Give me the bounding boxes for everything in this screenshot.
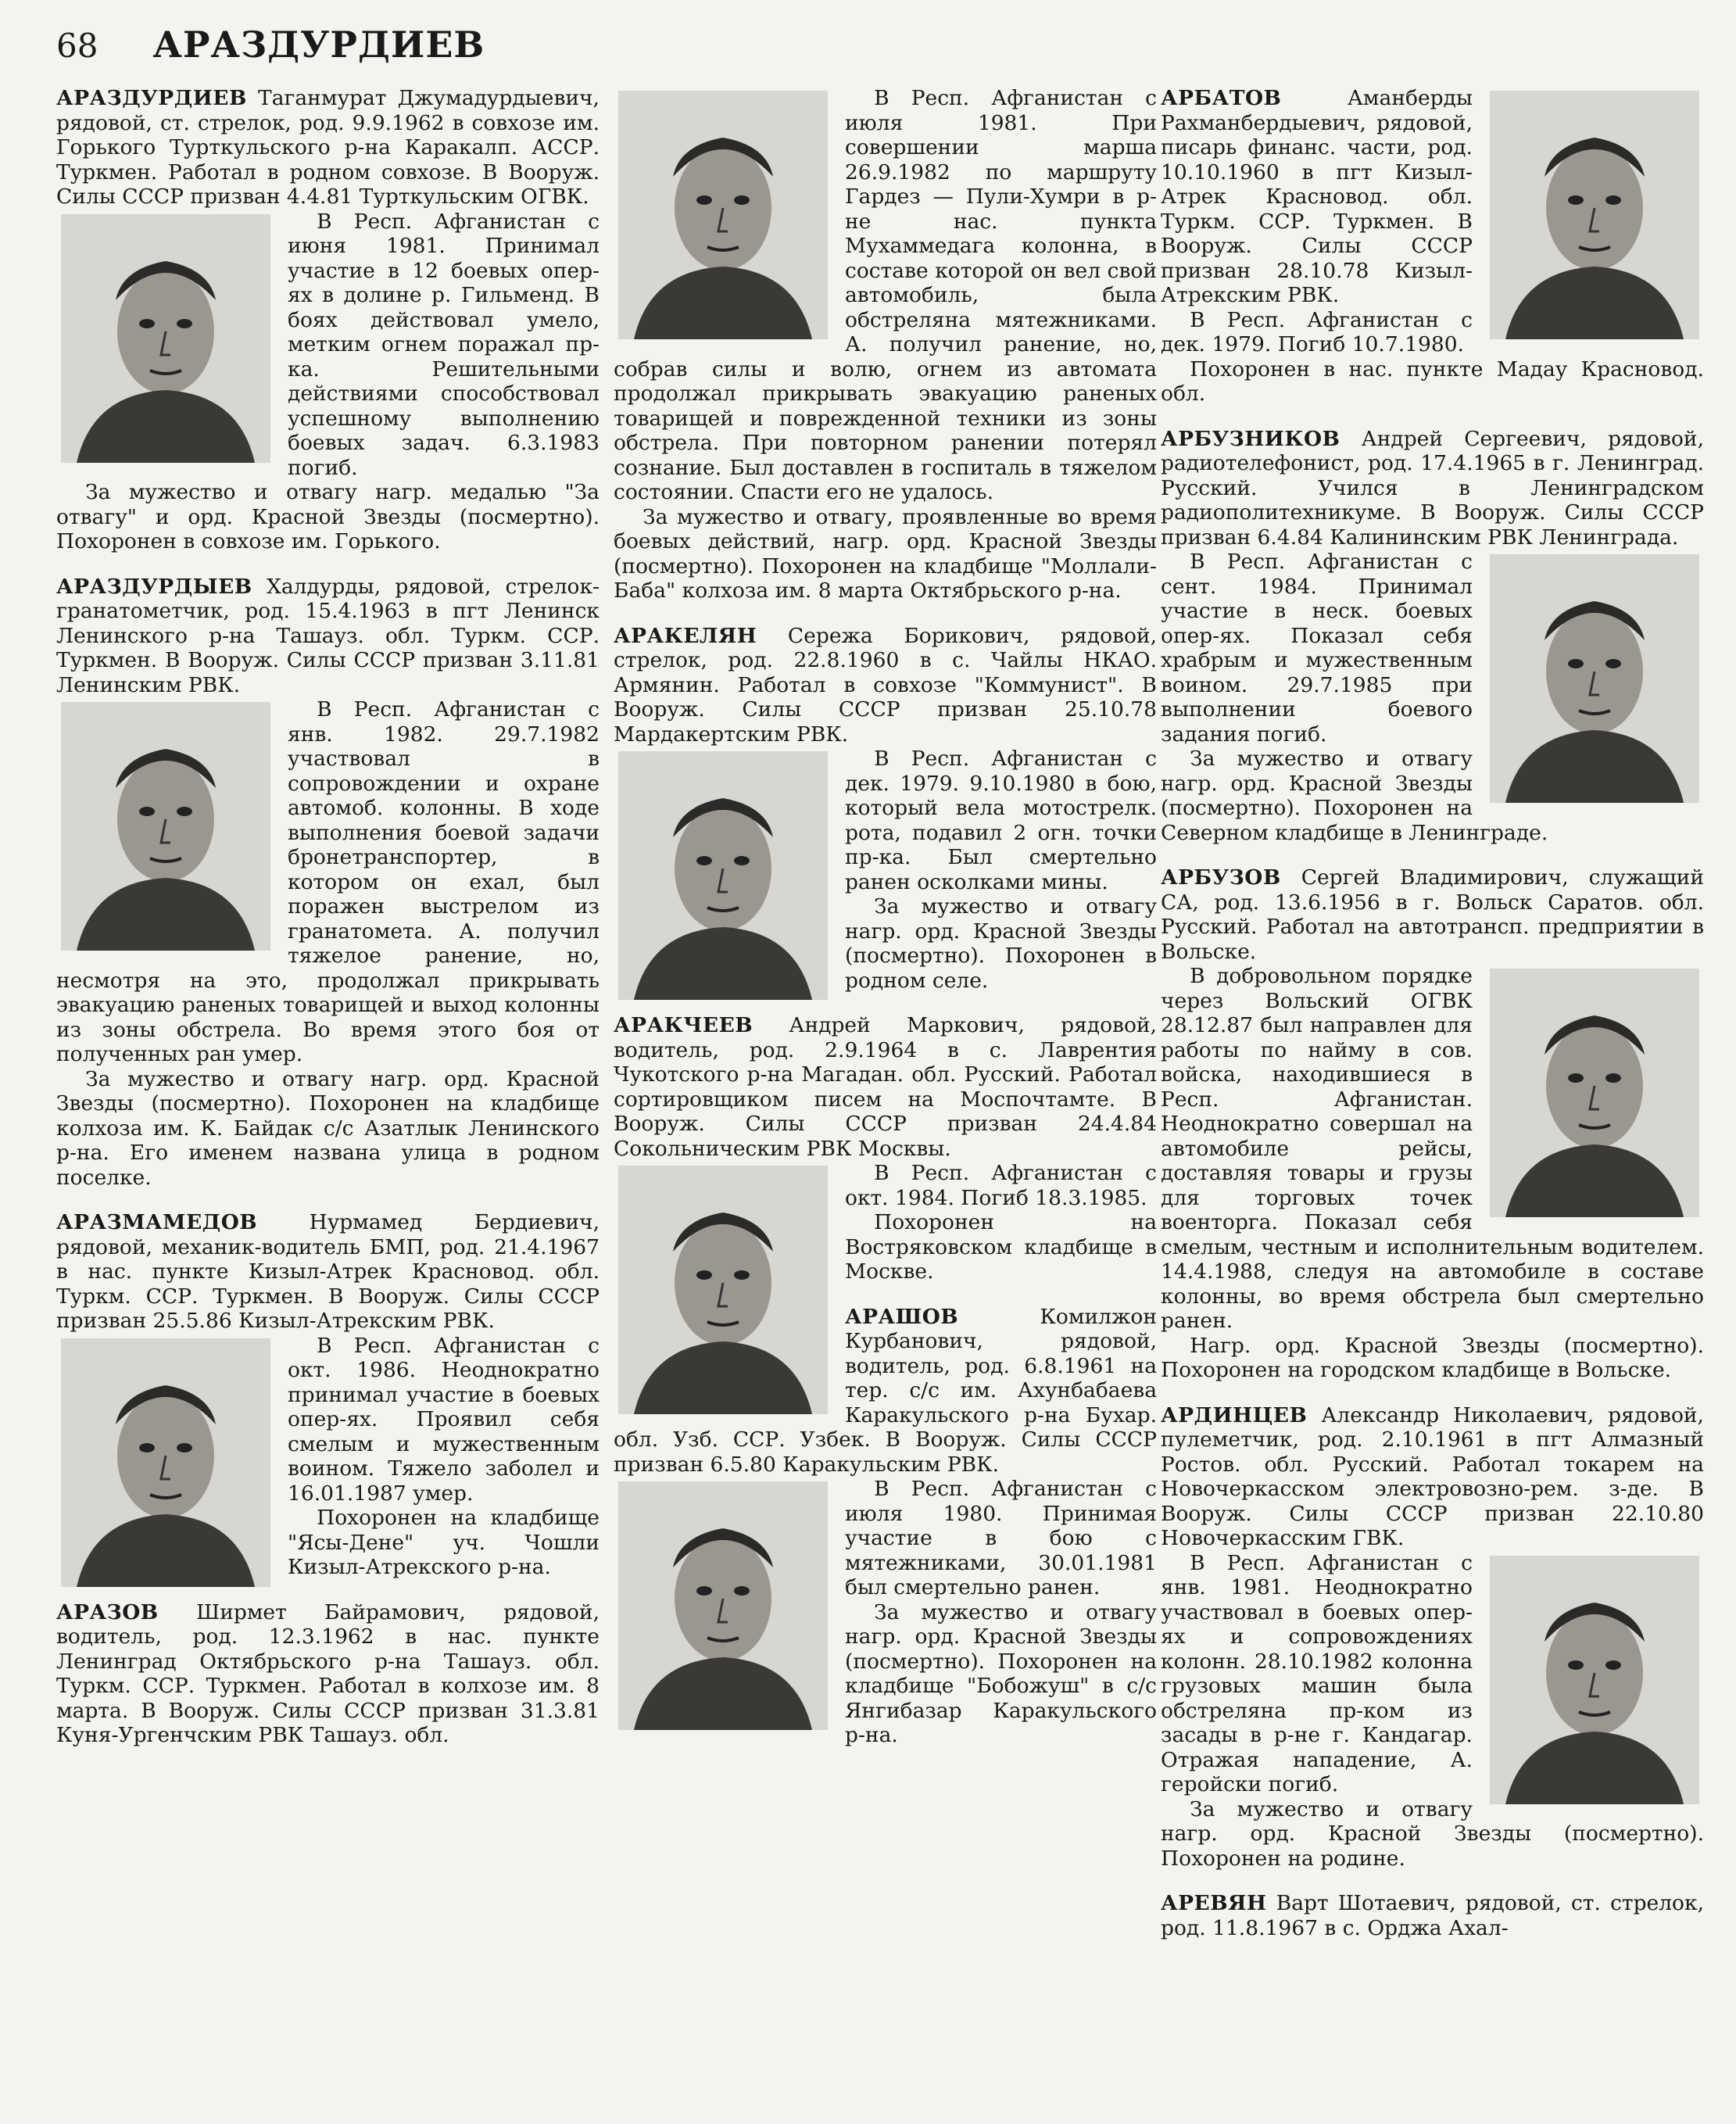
entry-surname: АРДИНЦЕВ [1161, 1402, 1308, 1427]
entry-paragraph: За мужество и отвагу нагр. орд. Красной Звезды (посмертно). Похоронен на Северном кладбище в Ленинграде. [1161, 747, 1548, 845]
entry-paragraph: За мужество и отвагу нагр. орд. Красной Звезды (посмертно). Похоронен на родине. [1161, 1796, 1704, 1871]
entry-arakelyan [614, 624, 1157, 994]
portrait-photo [1490, 554, 1699, 803]
entry-paragraph: В Респ. Афганистан с окт. 1986. Неоднократно принимал участие в боевых опер-ях. Проявил себя смелым и мужественным воином. Тяжело заболел и 16.01.1987 умер. [288, 1333, 600, 1506]
entry-arevyan [1161, 1891, 1704, 1940]
entry-bio: Андрей Маркович, рядовой, водитель, род. 2.9.1964 в с. Лаврентия Чукотского р-на Магадан. обл. Русский. Работал сортировщиком писем на Моспочтамте. В Вооруж. Силы СССР призван 24.4.84 Сокольническим РВК Москвы. [614, 1013, 1157, 1161]
entry-paragraph: Похоронен в нас. пункте Мадау Красновод. обл. [1161, 356, 1704, 406]
entry-arazov [56, 1600, 600, 1748]
running-title: АРАЗДУРДИЕВ [152, 23, 485, 66]
entry-paragraph: В Респ. Афганистан с июля 1981. При совершении марша 26.9.1982 по маршруту Гардез — Пули-Хумри в р-не нас. пункта Мухаммедага колонна, в составе которой он вел свой автомобиль, была обстреляна мятежниками. А. получил ранение, но, собрав силы и волю, огнем из автомата продолжал прикрывать эвакуацию раненых товарищей и поврежденной техники из зоны обстрела. При повторном ранении потерял сознание. Был доставлен в госпиталь в тяжелом состоянии. Спасти его не удалось. [614, 86, 1157, 504]
entry-paragraph: За мужество и отвагу нагр. орд. Красной Звезды (посмертно). Похоронен на кладбище "Бобожуш" в с/с Янгибазар Каракульского р-на. [845, 1599, 1157, 1747]
entry-bio: Андрей Сергеевич, рядовой, радиотелефонист, род. 17.4.1965 в г. Ленинград. Русский. Учился в Ленинградском радиополитехникуме. В Вооруж. Силы СССР призван 6.4.84 Калининским РВК Ленинграда. [1161, 426, 1704, 550]
entry-paragraph: В Респ. Афганистан с июня 1981. Принимал участие в 12 боевых опер-ях в долине р. Гильменд. В боях действовал умело, метким огнем поражал пр-ка. Решительными действиями способствовал успешному выполнению боевых задач. 6.3.1983 погиб. [288, 209, 600, 480]
portrait-photo [618, 751, 828, 1000]
entry-bio: Сережа Борикович, рядовой, стрелок, род. 22.8.1960 в с. Чайлы НКАО. Армянин. Работал в совхозе "Коммунист". В Вооруж. Силы СССР призван 25.10.78 Мардакертским РВК. [614, 623, 1157, 747]
portrait-photo [618, 1481, 828, 1730]
entry-paragraph: Похоронен на Востряковском кладбище в Москве. [845, 1210, 1157, 1284]
entry-paragraph: В Респ. Афганистан с янв. 1981. Неоднократно участвовал в боевых опер-ях и сопровождениях колонн. 28.10.1982 колонна грузовых машин была обстреляна пр-ком из засады в р-не г. Кандагар. Отражая нападение, А. геройски погиб. [1161, 1550, 1473, 1796]
page-number: 68 [56, 27, 98, 65]
entry-bio: Нурмамед Бердиевич, рядовой, механик-водитель БМП, род. 21.4.1967 в нас. пункте Кизыл-Атрек Красновод. обл. Туркм. ССР. Туркмен. В Вооруж. Силы СССР призван 25.5.86 Кизыл-Атрекским РВК. [56, 1210, 600, 1333]
entry-paragraph: За мужество и отвагу нагр. медалью "За отвагу" и орд. Красной Звезды (посмертно). Похоронен в совхозе им. Горького. [56, 480, 600, 553]
entry-bio: Комилжон Курбанович, рядовой, водитель, род. 6.8.1961 на тер. с/с им. Ахунбабаева Каракульского р-на Бухар. обл. Узб. ССР. Узбек. В Вооруж. Силы СССР призван 6.5.80 Каракульским РВК. [614, 1304, 1157, 1477]
entry-surname: АРАКЕЛЯН [614, 623, 757, 648]
entry-paragraph: В Респ. Афганистан с дек. 1979. Погиб 10.7.1980. [1161, 307, 1473, 356]
entry-surname: АРБУЗНИКОВ [1161, 426, 1340, 451]
entry-arakcheev [614, 1013, 1157, 1284]
entry-ardintsev [1161, 1403, 1704, 1871]
column-1 [56, 86, 600, 1748]
entry-paragraph: За мужество и отвагу, проявленные во время боевых действий, нагр. орд. Красной Звезды (посмертно). Похоронен на кладбище "Моллали-Баба" колхоза им. 8 марта Октябрьского р-на. [614, 504, 1157, 603]
entry-arbuzov [1161, 865, 1704, 1383]
entry-arazov-continued [614, 86, 1157, 604]
entry-bio: Таганмурат Джумадурдыевич, рядовой, ст. стрелок, род. 9.9.1962 в совхозе им. Горького Турткульского р-на Каракалп. АССР. Туркмен. Работал в родном совхозе. В Вооруж. Силы СССР призван 4.4.81 Турткульским ОГВК. [56, 86, 600, 209]
entry-bio: Аманберды Рахманбердыевич, рядовой, писарь финанс. части, род. 10.10.1960 в пгт Кизыл-Атрек Красновод. обл. Туркм. ССР. Туркмен. В Вооруж. Силы СССР призван 28.10.78 Кизыл-Атрекским РВК. [1161, 86, 1473, 307]
entry-paragraph: В Респ. Афганистан с сент. 1984. Принимал участие в неск. боевых опер-ях. Показал себя храбрым и мужественным воином. 29.7.1985 при выполнении боевого задания погиб. [1161, 550, 1473, 747]
portrait-photo [618, 1166, 828, 1414]
entry-paragraph: В Респ. Афганистан с дек. 1979. 9.10.1980 в бою, который вела мотострелк. рота, подавил 2 огн. точки пр-ка. Был смертельно ранен осколками мины. [845, 747, 1157, 894]
entry-arbatov [1161, 86, 1704, 407]
entry-bio: Александр Николаевич, рядовой, пулеметчик, род. 2.10.1961 в пгт Алмазный Ростов. обл. Русский. Работал токарем на Новочеркасском электровозно-рем. з-де. В Вооруж. Силы СССР призван 22.10.80 Новочеркасским ГВК. [1161, 1402, 1704, 1550]
portrait-photo [61, 702, 270, 951]
portrait-photo [1490, 969, 1699, 1217]
entry-bio: Варт Шотаевич, рядовой, ст. стрелок, род. 11.8.1967 в с. Орджа Ахал- [1161, 1891, 1704, 1940]
page-header [56, 23, 485, 70]
entry-bio: Халдурды, рядовой, стрелок-гранатометчик, род. 15.4.1963 в пгт Ленинск Ленинского р-на Ташауз. обл. Туркм. ССР. Туркмен. В Вооруж. Силы СССР призван 3.11.81 Ленинским РВК. [56, 574, 600, 697]
entry-paragraph: В добровольном порядке через Вольский ОГВК 28.12.87 был направлен для работы по найму в сов. войска, находившиеся в Респ. Афганистан. Неоднократно совершал на автомобиле рейсы, доставляя товары и грузы для торговых точек военторга. Показал себя смелым, честным и исполнительным водителем. 14.4.1988, следуя на автомобиле в составе колонны, во время обстрела был смертельно ранен. [1161, 964, 1704, 1333]
entry-paragraph: За мужество и отвагу нагр. орд. Красной Звезды (посмертно). Похоронен на кладбище колхоза им. К. Байдак с/с Азатлык Ленинского р-на. Его именем названа улица в родном поселке. [56, 1066, 600, 1190]
entry-surname: АРАЗМАМЕДОВ [56, 1210, 258, 1234]
entry-surname: АРБУЗОВ [1161, 865, 1281, 890]
entry-surname: АРАЗДУРДЫЕВ [56, 574, 252, 599]
portrait-photo [61, 1338, 270, 1587]
entry-paragraph: В Респ. Афганистан с окт. 1984. Погиб 18.3.1985. [845, 1161, 1157, 1210]
portrait-photo [61, 214, 270, 463]
entry-paragraph: Похоронен на кладбище "Ясы-Дене" уч. Чошли Кизыл-Атрекского р-на. [288, 1506, 600, 1579]
entry-paragraph: За мужество и отвагу нагр. орд. Красной Звезды (посмертно). Похоронен в родном селе. [845, 894, 1157, 993]
entry-surname: АРЕВЯН [1161, 1891, 1267, 1915]
entry-surname: АРАЗДУРДИЕВ [56, 86, 247, 110]
entry-bio: Сергей Владимирович, служащий СА, род. 13.6.1956 в г. Вольск Саратов. обл. Русский. Работал на автотрансп. предприятии в Вольске. [1161, 865, 1704, 964]
portrait-photo [1490, 91, 1699, 339]
entry-arazmamedov [56, 1210, 600, 1580]
entry-paragraph: В Респ. Афганистан с июля 1980. Принимая участие в бою с мятежниками, 30.01.1981 был смертельно ранен. [845, 1477, 1157, 1599]
entry-bio: Ширмет Байрамович, рядовой, водитель, род. 12.3.1962 в нас. пункте Ленинград Октябрьского р-на Ташауз. обл. Туркм. ССР. Туркмен. Работал в колхозе им. 8 марта. В Вооруж. Силы СССР призван 31.3.81 Куня-Ургенчским РВК Ташауз. обл. [56, 1599, 600, 1747]
portrait-photo [618, 91, 828, 339]
entry-surname: АРАЗОВ [56, 1599, 159, 1624]
entry-paragraph: В Респ. Афганистан с янв. 1982. 29.7.1982 участвовал в сопровождении и охране автомоб. колонны. В ходе выполнения боевой задачи бронетранспортер, в котором он ехал, был поражен выстрелом из гранатомета. А. получил тяжелое ранение, но, несмотря на это, продолжал прикрывать эвакуацию раненых товарищей и выход колонны из зоны обстрела. Во время этого боя от полученных ран умер. [56, 697, 600, 1066]
entry-arbuznikov [1161, 427, 1704, 846]
entry-surname: АРАКЧЕЕВ [614, 1013, 753, 1037]
column-3 [1161, 86, 1704, 1940]
entry-surname: АРАШОВ [845, 1304, 959, 1329]
entry-paragraph: Нагр. орд. Красной Звезды (посмертно). Похоронен на городском кладбище в Вольске. [1161, 1333, 1704, 1382]
entry-surname: АРБАТОВ [1161, 86, 1282, 110]
portrait-photo [1490, 1556, 1699, 1804]
entry-arazdurdyev [56, 575, 600, 1191]
column-2 [614, 86, 1157, 1748]
entry-arazdurdiev-1 [56, 86, 600, 554]
